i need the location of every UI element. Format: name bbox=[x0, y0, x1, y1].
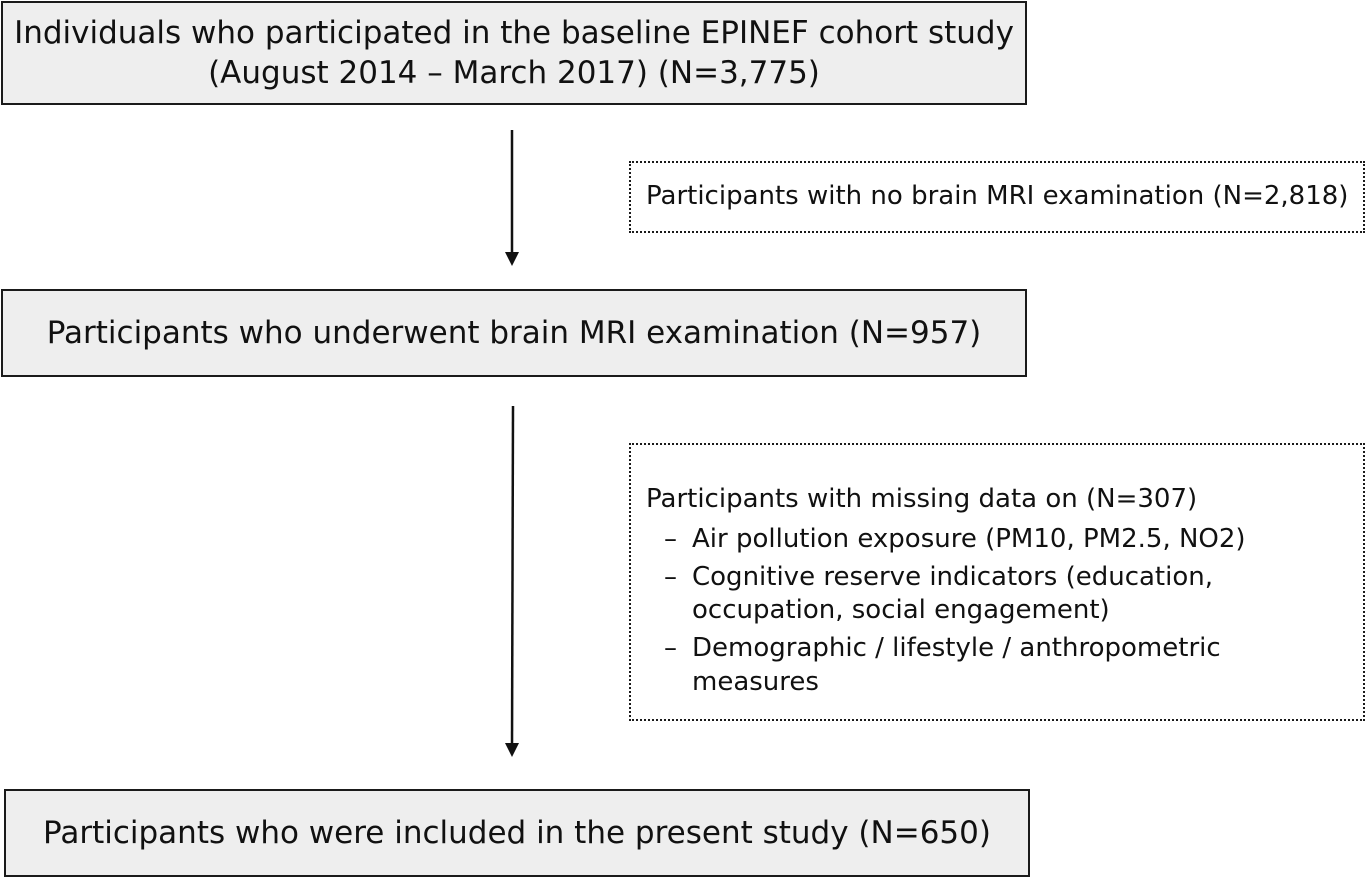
exclusion-no-mri-text: Participants with no brain MRI examination (N=2,818) bbox=[646, 181, 1349, 212]
dash-bullet: – bbox=[664, 523, 677, 554]
exclusion-missing-data-list bbox=[646, 523, 1348, 700]
exclusion-missing-data-box bbox=[629, 443, 1365, 721]
list-item bbox=[646, 632, 1252, 700]
mri-participants-text: Participants who underwent brain MRI examination (N=957) bbox=[46, 314, 982, 351]
arrow-baseline-to-mri bbox=[505, 130, 519, 266]
included-participants-text: Participants who were included in the present study (N=650) bbox=[43, 814, 991, 851]
exclusion-missing-data-heading: Participants with missing data on (N=307) bbox=[646, 484, 1198, 514]
dash-bullet: – bbox=[664, 561, 677, 592]
missing-item-cognitive-reserve: Cognitive reserve indicators (education, occupation, social engagement) bbox=[692, 561, 1214, 626]
arrow-mri-to-included bbox=[505, 406, 519, 757]
dash-bullet: – bbox=[664, 633, 677, 664]
included-participants-box bbox=[4, 789, 1030, 877]
missing-item-air-pollution: Air pollution exposure (PM10, PM2.5, NO2) bbox=[692, 523, 1246, 554]
list-item bbox=[646, 561, 1252, 629]
baseline-cohort-box bbox=[1, 1, 1027, 105]
missing-item-demographic: Demographic / lifestyle / anthropometric measures bbox=[692, 633, 1221, 697]
exclusion-no-mri-box bbox=[629, 161, 1365, 233]
baseline-cohort-line-2: (August 2014 – March 2017) (N=3,775) bbox=[208, 55, 820, 91]
list-item bbox=[646, 523, 1252, 557]
baseline-cohort-line-1: Individuals who participated in the baseline EPINEF cohort study bbox=[14, 14, 1014, 51]
mri-participants-box bbox=[1, 289, 1027, 377]
